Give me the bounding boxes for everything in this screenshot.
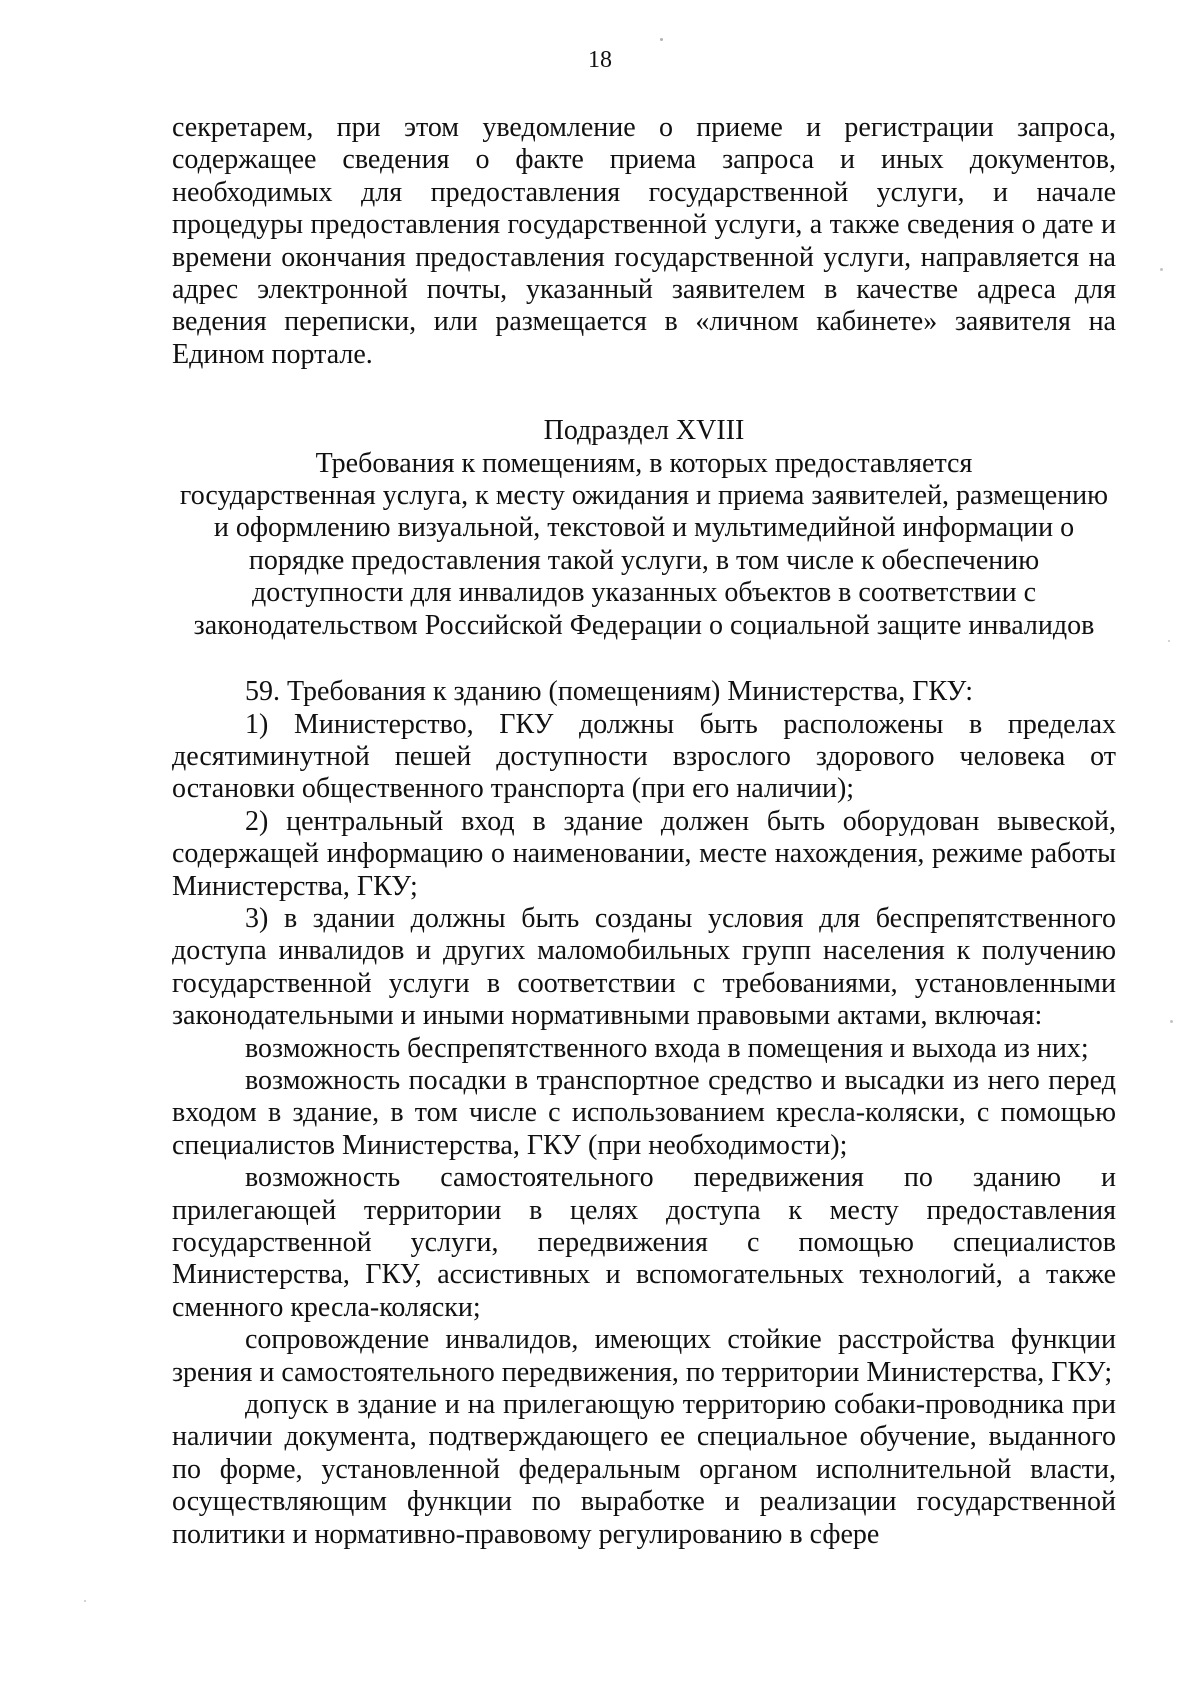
scan-speck — [1160, 268, 1163, 271]
scan-speck — [84, 1600, 86, 1602]
heading-line: доступности для инвалидов указанных объектов в соответствии с — [251, 577, 1037, 609]
scan-speck — [1170, 1020, 1173, 1023]
section-heading — [172, 415, 1116, 642]
clause-item-3: 3) в здании должны быть созданы условия для беспрепятственного доступа инвалидов и других маломобильных групп населения к получению государственной услуги в соответствии с требованиями, установленными законодательными и иными нормативными правовыми актами, включая: — [172, 902, 1116, 1032]
clause-59: 59. Требования к зданию (помещениям) Министерства, ГКУ: — [245, 676, 974, 708]
heading-line: Требования к помещениям, в которых предоставляется — [315, 447, 973, 479]
sub-item-escort: сопровождение инвалидов, имеющих стойкие расстройства функции зрения и самостоятельного передвижения, по территории Министерства, ГКУ; — [172, 1324, 1116, 1388]
sub-item-guide-dog: допуск в здание и на прилегающую территорию собаки-проводника при наличии документа, подтверждающего ее специальное обучение, выданного по форме, установленной федеральным органом исполнительной власти, осуществляющим функции по выработке и реализации государственной политики и нормативно-правовому регулированию в сфере — [172, 1389, 1116, 1550]
intro-paragraph: секретарем, при этом уведомление о приеме и регистрации запроса, содержащее сведения о факте приема запроса и иных документов, необходимых для предоставления государственной услуги, и начале процедуры предоставления государственной услуги, а также сведения о дате и времени окончания предоставления государственной услуги, направляется на адрес электронной почты, указанный заявителем в качестве адреса для ведения переписки, или размещается в «личном кабинете» заявителя на Едином портале. — [172, 112, 1116, 370]
clause-item-1: 1) Министерство, ГКУ должны быть расположены в пределах десятиминутной пешей доступности взрослого здорового человека от остановки общественного транспорта (при его наличии); — [172, 708, 1116, 805]
heading-line: и оформлению визуальной, текстовой и мультимедийной информации о — [213, 512, 1075, 544]
spacer — [172, 371, 1116, 415]
heading-line: государственная услуга, к месту ожидания и приема заявителей, размещению — [179, 480, 1109, 512]
page-number: 18 — [588, 47, 612, 73]
sub-item-entry-exit: возможность беспрепятственного входа в помещения и выхода из них; — [245, 1032, 1089, 1064]
scan-speck — [660, 38, 663, 41]
spacer — [172, 642, 1116, 676]
clause-item-2: 2) центральный вход в здание должен быть оборудован вывеской, содержащей информацию о наименовании, месте нахождения, режиме работы Министерства, ГКУ; — [172, 805, 1116, 902]
heading-line: порядке предоставления такой услуги, в том числе к обеспечению — [248, 544, 1040, 576]
sub-item-transport: возможность посадки в транспортное средство и высадки из него перед входом в здание, в том числе с использованием кресла-коляски, с помощью специалистов Министерства, ГКУ (при необходимости); — [172, 1064, 1116, 1161]
scan-speck — [1168, 640, 1170, 642]
page-body — [172, 112, 1116, 1551]
heading-line: законодательством Российской Федерации о социальной защите инвалидов — [193, 609, 1095, 641]
subsection-label: Подраздел XVIII — [543, 415, 745, 447]
sub-item-movement: возможность самостоятельного передвижения по зданию и прилегающей территории в целях доступа к месту предоставления государственной услуги, передвижения с помощью специалистов Министерства, ГКУ, ассистивных и вспомогательных технологий, а также сменного кресла-коляски; — [172, 1162, 1116, 1323]
